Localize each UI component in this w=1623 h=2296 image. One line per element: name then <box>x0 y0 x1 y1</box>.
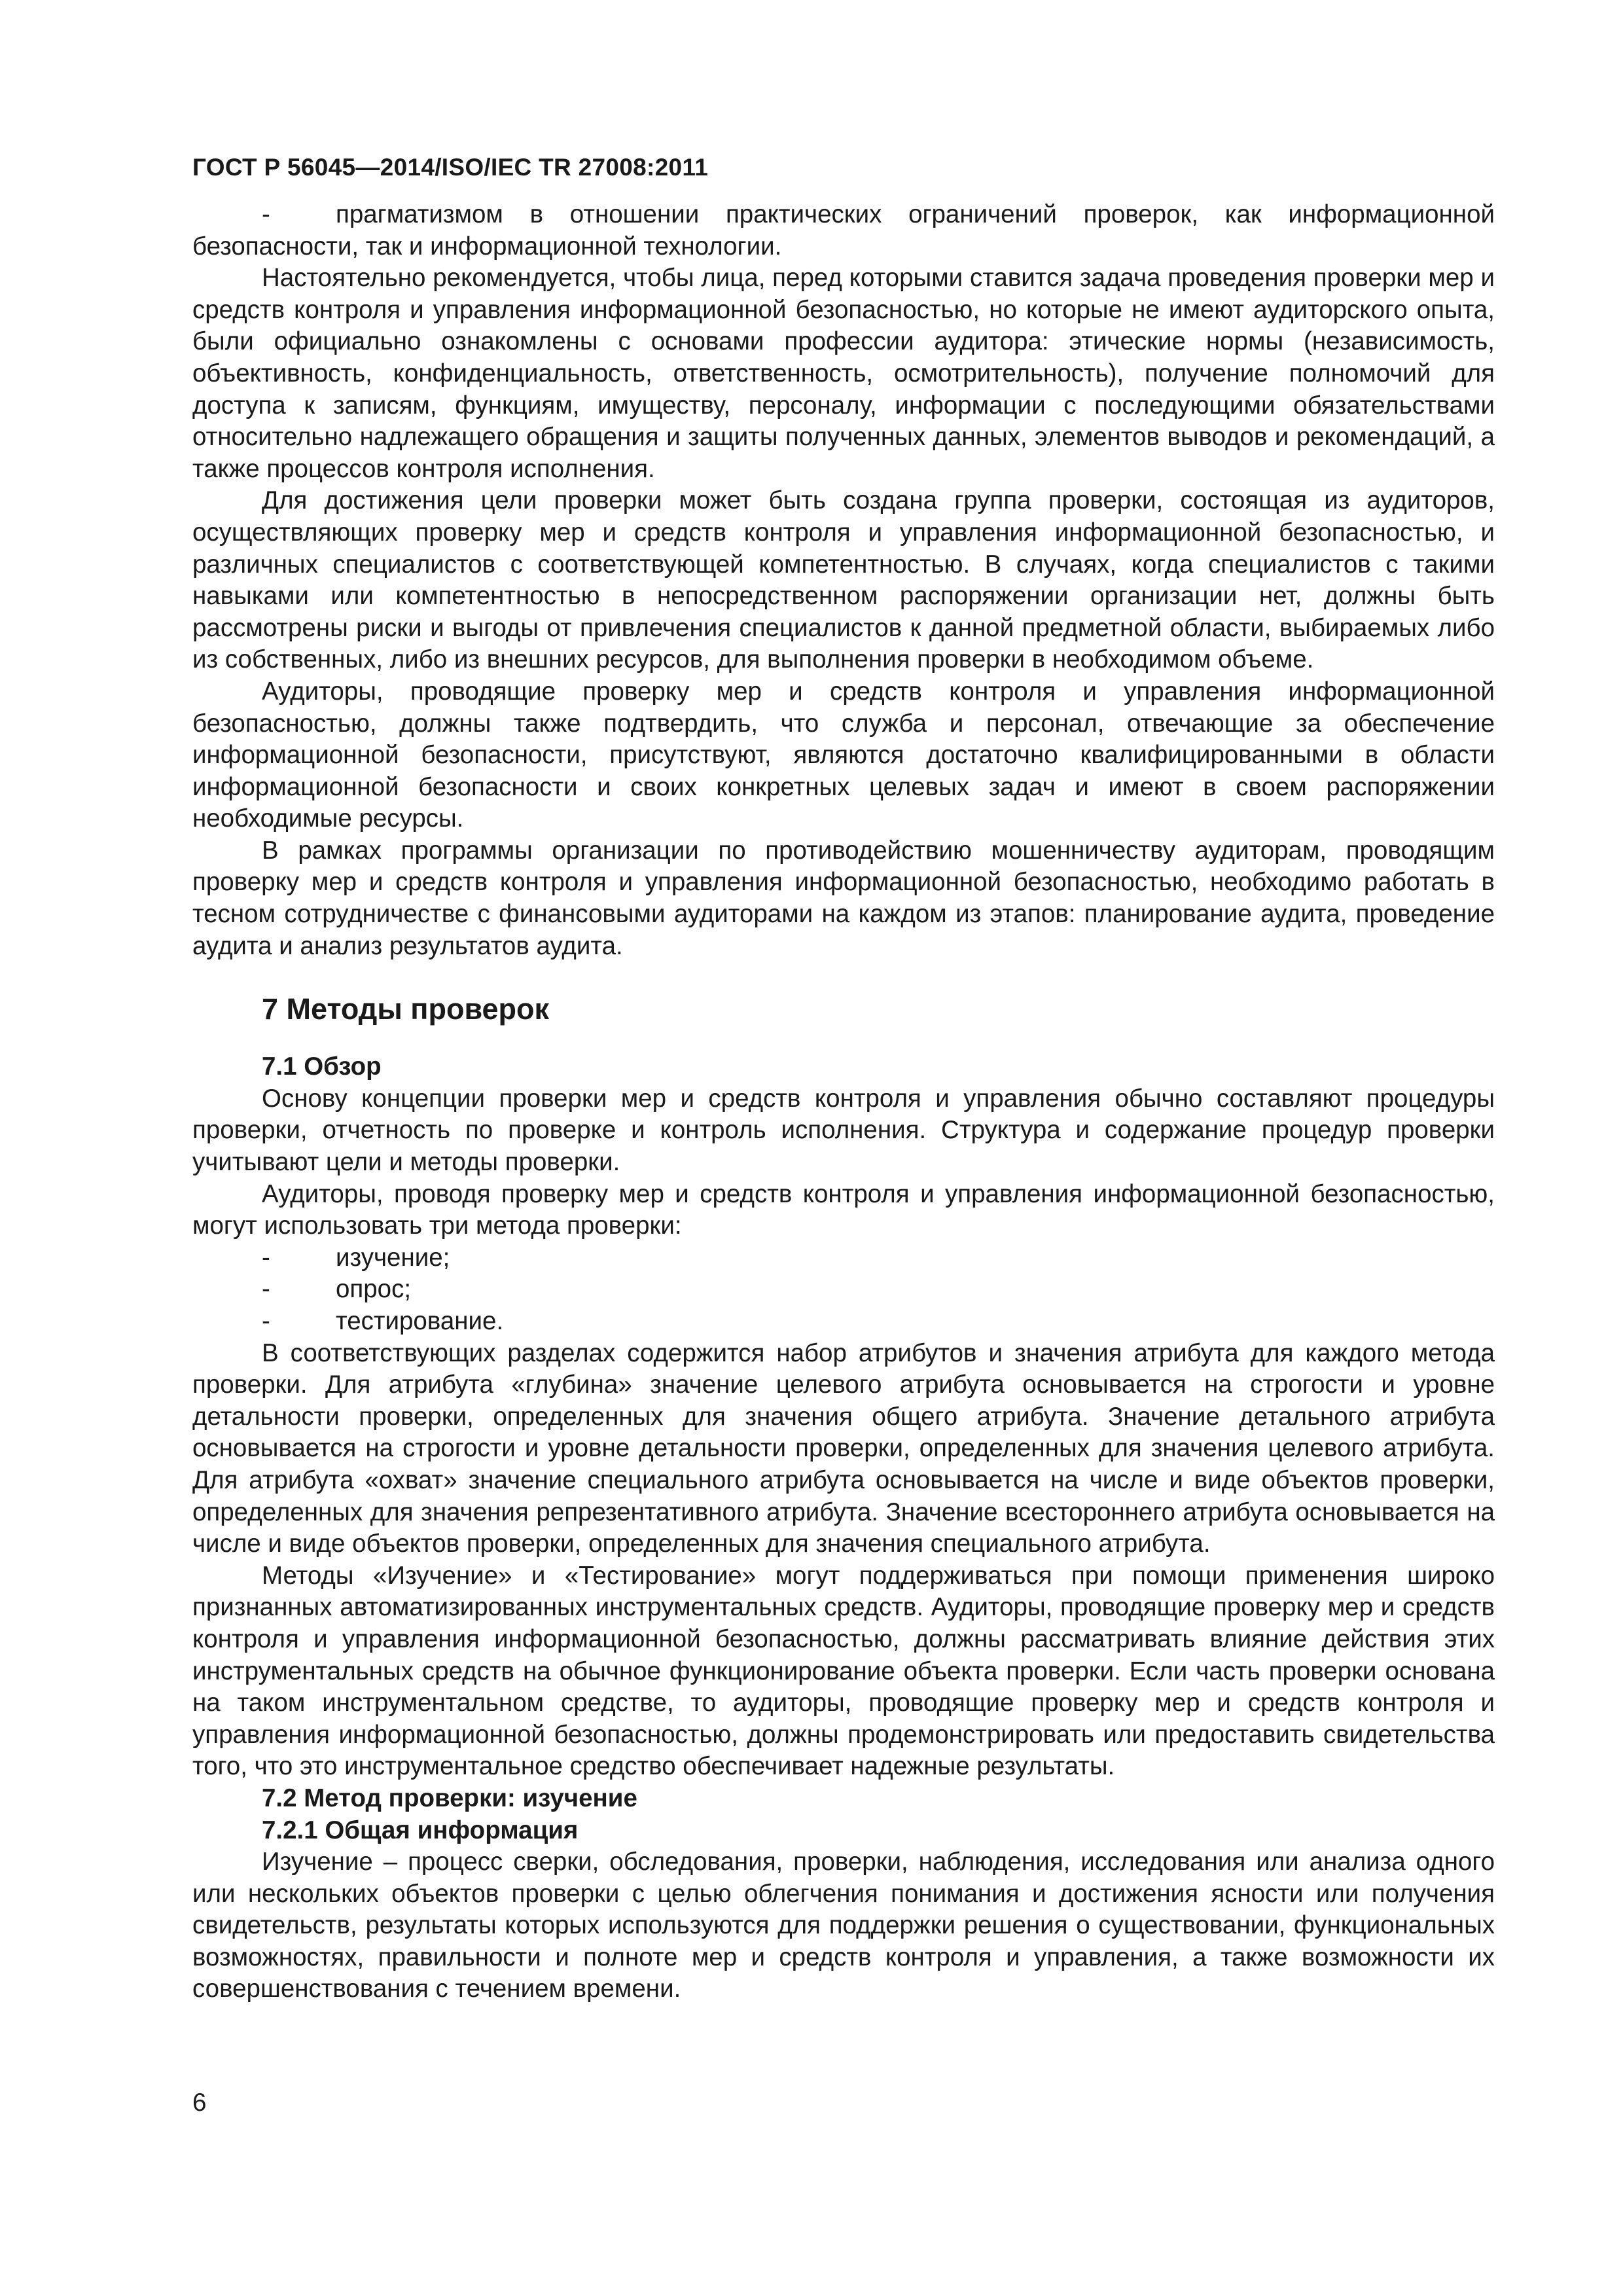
list-dash: - <box>262 1307 270 1335</box>
subsubsection-heading: 7.2.1 Общая информация <box>262 1816 579 1844</box>
page-content <box>192 199 1495 2005</box>
subsection-heading: 7.2 Метод проверки: изучение <box>262 1784 637 1812</box>
list-item <box>192 1306 1495 1338</box>
list-dash: - <box>262 1243 270 1272</box>
running-header: ГОСТ Р 56045—2014/ISO/IEC TR 27008:2011 <box>192 154 709 181</box>
list-item-text: тестирование. <box>336 1307 504 1335</box>
page-number: 6 <box>192 2089 207 2117</box>
list-item <box>192 1274 1495 1306</box>
paragraph: Аудиторы, проводящие проверку мер и средств контроля и управления информационной безопасностью, должны также подтвердить, что служба и персонал, отвечающие за обеспечение информационной безопасности, присутствуют, являются достаточно квалифицированными в области информационной безопасности и своих конкретных целевых задач и имеют в своем распоряжении необходимые ресурсы. <box>192 677 1495 833</box>
paragraph: Изучение – процесс сверки, обследования, проверки, наблюдения, исследования или анализа одного или нескольких объектов проверки с целью облегчения понимания и достижения ясности или получения свидетельств, результаты которых используются для поддержки решения о существовании, функциональных возможностях, правильности и полноте мер и средств контроля и управления, а также возможности их совершенствования с течением времени. <box>192 1848 1495 2003</box>
list-dash: - <box>262 1275 270 1304</box>
paragraph: В рамках программы организации по противодействию мошенничеству аудиторам, проводящим проверку мер и средств контроля и управления информационной безопасностью, необходимо работать в тесном сотрудничестве с финансовыми аудиторами на каждом из этапов: планирование аудита, проведение аудита и анализ результатов аудита. <box>192 836 1495 960</box>
list-item <box>192 199 1495 262</box>
list-item-text: изучение; <box>336 1243 450 1272</box>
list-item <box>192 1242 1495 1274</box>
paragraph: Основу концепции проверки мер и средств контроля и управления обычно составляют процедуры проверки, отчетность по проверке и контроль исполнения. Структура и содержание процедур проверки учитывают цели и методы проверки. <box>192 1084 1495 1177</box>
list-dash: - <box>262 200 270 228</box>
paragraph: Настоятельно рекомендуется, чтобы лица, перед которыми ставится задача проведения проверки мер и средств контроля и управления информационной безопасностью, но которые не имеют аудиторского опыта, были официально ознакомлены с основами профессии аудитора: этические нормы (независимость, объективность, конфиденциальность, ответственность, осмотрительность), получение полномочий для доступа к записям, функциям, имуществу, персоналу, информации с последующими обязательствами относительно надлежащего обращения и защиты полученных данных, элементов выводов и рекомендаций, а также процессов контроля исполнения. <box>192 264 1495 483</box>
paragraph: Аудиторы, проводя проверку мер и средств контроля и управления информационной безопасностью, могут использовать три метода проверки: <box>192 1179 1495 1240</box>
list-item-text: прагматизмом в отношении практических ограничений проверок, как информационной безопасности, так и информационной технологии. <box>192 200 1495 260</box>
section-heading: 7 Методы проверок <box>262 992 550 1026</box>
list-item-text: опрос; <box>336 1275 412 1304</box>
paragraph: Методы «Изучение» и «Тестирование» могут поддерживаться при помощи применения широко признанных автоматизированных инструментальных средств. Аудиторы, проводящие проверку мер и средств контроля и управления информационной безопасностью, должны рассматривать влияние действия этих инструментальных средств на обычное функционирование объекта проверки. Если часть проверки основана на таком инструментальном средстве, то аудиторы, проводящие проверку мер и средств контроля и управления информационной безопасностью, должны продемонстрировать или предоставить свидетельства того, что это инструментальное средство обеспечивает надежные результаты. <box>192 1561 1495 1781</box>
paragraph: Для достижения цели проверки может быть создана группа проверки, состоящая из аудиторов, осуществляющих проверку мер и средств контроля и управления информационной безопасностью, и различных специалистов с соответствующей компетентностью. В случаях, когда специалистов с такими навыками или компетентностью в непосредственном распоряжении организации нет, должны быть рассмотрены риски и выгоды от привлечения специалистов к данной предметной области, выбираемых либо из собственных, либо из внешних ресурсов, для выполнения проверки в необходимом объеме. <box>192 486 1495 674</box>
subsection-heading: 7.1 Обзор <box>262 1052 382 1081</box>
paragraph: В соответствующих разделах содержится набор атрибутов и значения атрибута для каждого метода проверки. Для атрибута «глубина» значение целевого атрибута основывается на строгости и уровне детальности проверки, определенных для значения общего атрибута. Значение детального атрибута основывается на строгости и уровне детальности проверки, определенных для значения целевого атрибута. Для атрибута «охват» значение специального атрибута основывается на числе и виде объектов проверки, определенных для значения репрезентативного атрибута. Значение всестороннего атрибута основывается на числе и виде объектов проверки, определенных для значения специального атрибута. <box>192 1338 1495 1558</box>
